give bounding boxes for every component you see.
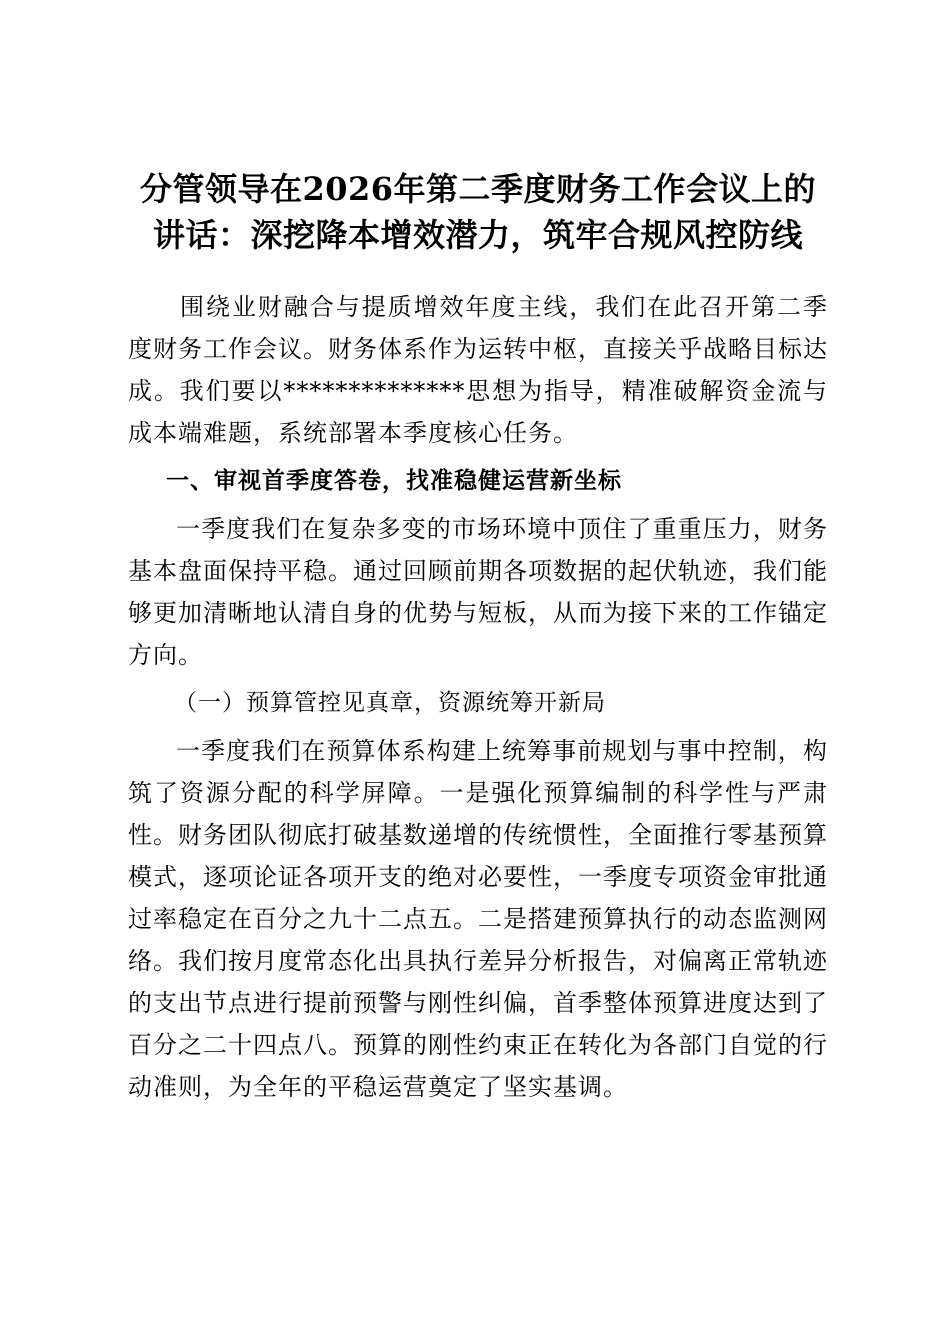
document-title: 分管领导在2026年第二季度财务工作会议上的讲话：深挖降本增效潜力，筑牢合规风控防线 [139, 170, 817, 254]
section-heading: 一、审视首季度答卷，找准稳健运营新坐标 [166, 468, 622, 494]
subsection-heading: （一）预算管控见真章，资源统筹开新局 [174, 690, 606, 716]
intro-paragraph: 围绕业财融合与提质增效年度主线，我们在此召开第二季度财务工作会议。财务体系作为运转中枢，直接关乎战略目标达成。我们要以**************思想为指导，精准破解资金流与成本端难题，系统部署本季度核心任务。 [128, 293, 828, 447]
section-paragraph: 一季度我们在复杂多变的市场环境中顶住了重重压力，财务基本盘面保持平稳。通过回顾前期各项数据的起伏轨迹，我们能够更加清晰地认清自身的优势与短板，从而为接下来的工作锚定方向。 [128, 515, 828, 669]
document-page [128, 166, 828, 1114]
subsection-paragraph: 一季度我们在预算体系构建上统筹事前规划与事中控制，构筑了资源分配的科学屏障。一是强化预算编制的科学性与严肃性。财务团队彻底打破基数递增的传统惯性，全面推行零基预算模式，逐项论证各项开支的绝对必要性，一季度专项资金审批通过率稳定在百分之九十二点五。二是搭建预算执行的动态监测网络。我们按月度常态化出具执行差异分析报告，对偏离正常轨迹的支出节点进行提前预警与刚性纠偏，首季整体预算进度达到了百分之二十四点八。预算的刚性约束正在转化为各部门自觉的行动准则，为全年的平稳运营奠定了坚实基调。 [128, 737, 828, 1101]
